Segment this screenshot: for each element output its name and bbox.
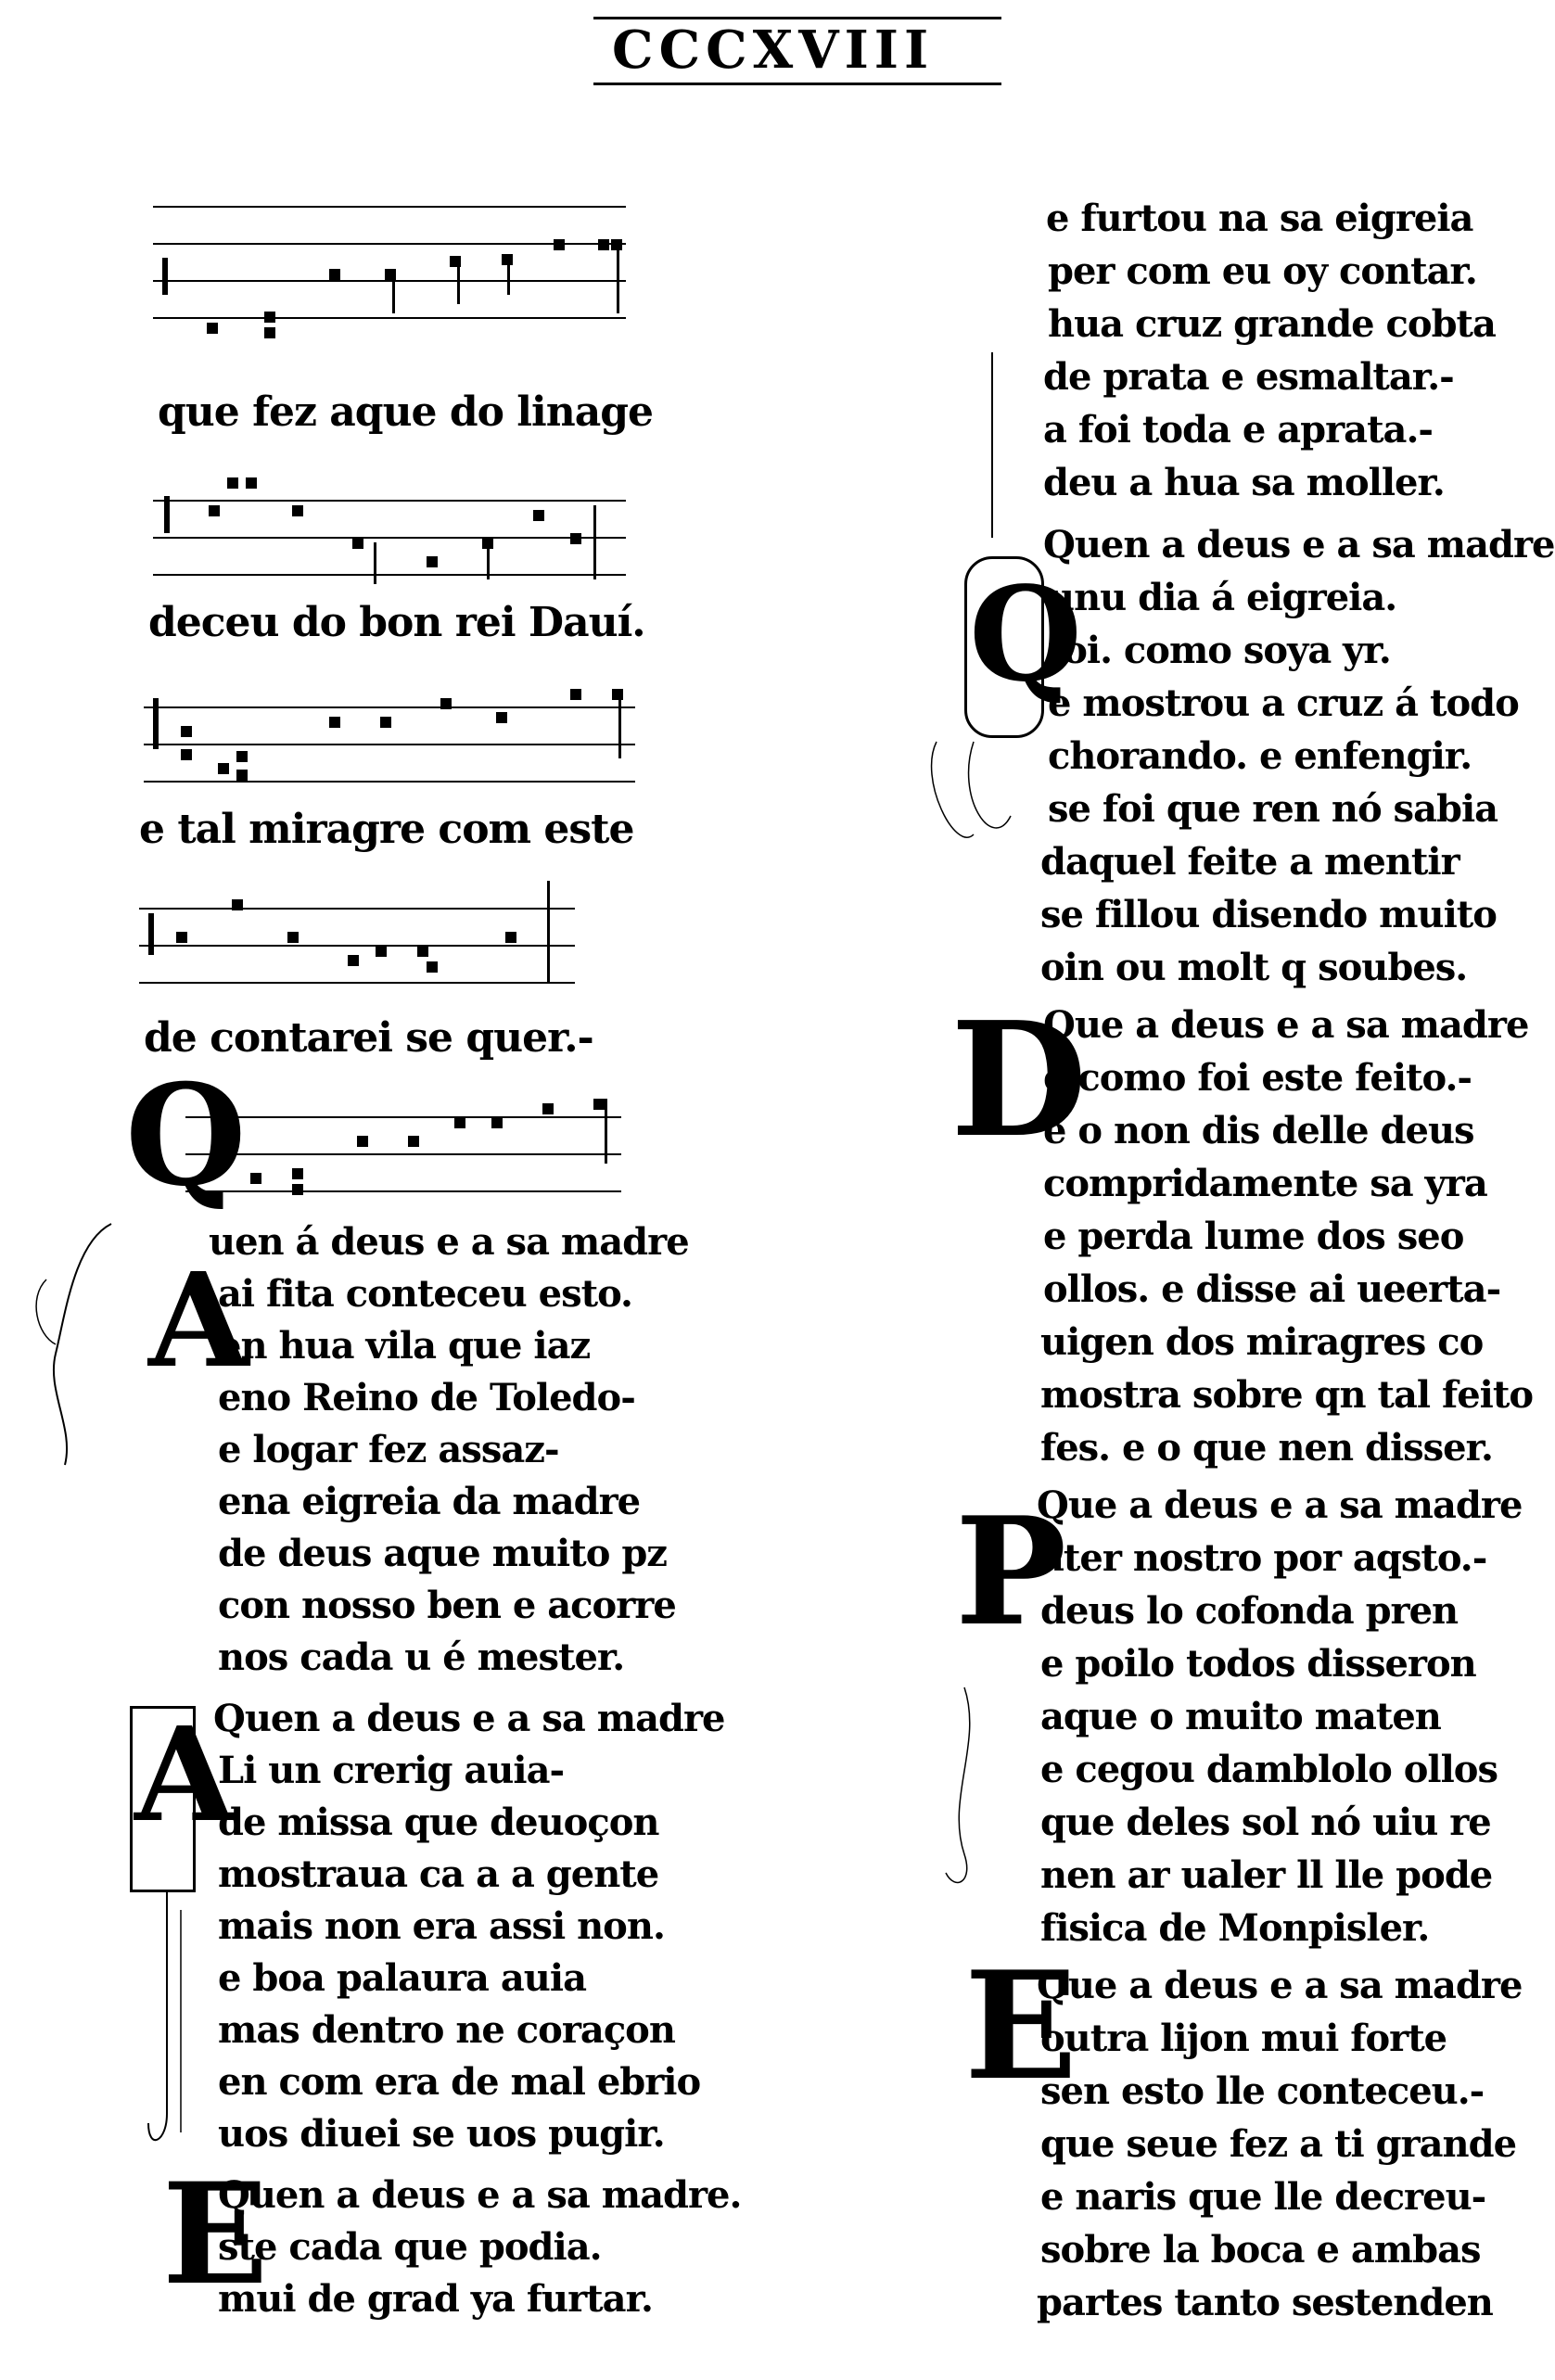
text-line: nos cada u é mester. xyxy=(218,1635,625,1679)
decorated-initial-a-1: A xyxy=(148,1245,249,1397)
text-line: de missa que deuoçon xyxy=(218,1801,659,1844)
text-line: unu dia á eigreia. xyxy=(1048,576,1397,619)
text-line: de prata e esmaltar.- xyxy=(1043,355,1454,399)
text-line: ste cada que podia. xyxy=(218,2225,602,2269)
text-line: e mostrou a cruz á todo xyxy=(1048,681,1519,725)
text-line: Quen a deus e a sa madre xyxy=(213,1697,725,1740)
text-line: Quen a deus e a sa madre xyxy=(1043,523,1555,566)
text-line: deus lo cofonda pren xyxy=(1040,1589,1459,1633)
text-line: Quen a deus e a sa madre. xyxy=(218,2173,742,2217)
text-line: oin ou molt q soubes. xyxy=(1040,946,1468,989)
text-line: que seue fez a ti grande xyxy=(1040,2122,1517,2166)
text-line: compridamente sa yra xyxy=(1043,1162,1487,1205)
folio-label: CCCXVIII xyxy=(612,19,935,81)
text-line: fisica de Monpisler. xyxy=(1040,1906,1430,1950)
music-staff-5 xyxy=(185,1080,631,1219)
text-line: Que a deus e a sa madre xyxy=(1037,1964,1523,2007)
decorated-initial-a-2: A xyxy=(134,1699,236,1852)
text-line: que deles sol nó uiu re xyxy=(1040,1801,1491,1844)
text-line: uen á deus e a sa madre xyxy=(209,1220,689,1264)
text-line: daquel feite a mentir xyxy=(1040,840,1459,884)
decorated-initial-p: P xyxy=(955,1484,1067,1659)
text-line: uos diuei se uos pugir. xyxy=(218,2112,665,2156)
text-line: de deus aque muito pz xyxy=(218,1532,667,1575)
lyric-line-4: de contarei se quer.- xyxy=(144,1014,593,1062)
text-line: se fillou disendo muito xyxy=(1040,893,1497,936)
text-line: e cegou damblolo ollos xyxy=(1040,1748,1498,1791)
right-pen-flourish xyxy=(927,1687,1001,1901)
text-line: uigen dos miragres co xyxy=(1040,1320,1484,1364)
text-line: ai fita conteceu esto. xyxy=(218,1272,632,1316)
music-staff-3 xyxy=(144,666,644,819)
text-line: en com era de mal ebrio xyxy=(218,2060,701,2104)
text-line: mostra sobre qn tal feito xyxy=(1040,1373,1534,1417)
text-line: en hua vila que iaz xyxy=(218,1324,591,1368)
text-line: partes tanto sestenden xyxy=(1037,2281,1493,2324)
right-margin-flourish xyxy=(918,352,1029,872)
left-margin-flourish xyxy=(19,1205,130,1483)
music-staff-2 xyxy=(153,459,635,612)
left-pen-flourish xyxy=(130,1891,204,2160)
text-line: sobre la boca e ambas xyxy=(1040,2228,1481,2272)
text-line: hua cruz grande cobta xyxy=(1048,302,1496,346)
text-line: con nosso ben e acorre xyxy=(218,1584,676,1627)
decorated-initial-e: E xyxy=(964,1939,1077,2113)
decorated-initial-e: E xyxy=(162,2153,269,2316)
text-line: deu a hua sa moller. xyxy=(1043,461,1445,504)
text-line: e perda lume dos seo xyxy=(1043,1215,1464,1258)
lyric-line-3: e tal miragre com este xyxy=(139,806,634,853)
text-line: a foi toda e aprata.- xyxy=(1043,408,1433,452)
text-line: sen esto lle conteceu.- xyxy=(1040,2069,1485,2113)
folio-number xyxy=(593,17,1020,83)
lyric-line-2: deceu do bon rei Dauí. xyxy=(148,599,645,646)
music-staff-1 xyxy=(153,202,635,360)
text-line: Li un crerig auia- xyxy=(218,1749,565,1792)
text-line: se foi que ren nó sabia xyxy=(1048,787,1498,831)
text-line: ena eigreia da madre xyxy=(218,1480,641,1523)
text-line: ater nostro por aqsto.- xyxy=(1040,1536,1487,1580)
music-staff-4 xyxy=(139,872,584,1011)
text-line: aque o muito maten xyxy=(1040,1695,1441,1738)
decorated-initial-q: Q xyxy=(969,559,1082,711)
lyric-line-1: que fez aque do linage xyxy=(158,388,653,436)
text-line: per com eu oy contar. xyxy=(1048,249,1477,293)
text-line: mostraua ca a a gente xyxy=(218,1852,659,1896)
text-line: e como foi este feito.- xyxy=(1043,1056,1472,1100)
text-line: e logar fez assaz- xyxy=(218,1428,559,1471)
text-line: Que a deus e a sa madre xyxy=(1043,1003,1529,1047)
text-line: foi. como soya yr. xyxy=(1048,629,1391,672)
text-line: nen ar ualer ll lle pode xyxy=(1040,1853,1493,1897)
text-line: fes. e o que nen disser. xyxy=(1040,1426,1493,1470)
text-line: chorando. e enfengir. xyxy=(1048,734,1472,778)
text-line: mais non era assi non. xyxy=(218,1904,665,1948)
text-line: e boa palaura auia xyxy=(218,1956,586,2000)
text-line: e furtou na sa eigreia xyxy=(1046,197,1473,240)
decorated-initial-q: Q xyxy=(125,1054,247,1217)
decorated-initial-d: D xyxy=(950,987,1088,1173)
text-line: e o non dis delle deus xyxy=(1043,1109,1474,1152)
text-line: e naris que lle decreu- xyxy=(1040,2175,1486,2219)
text-line: ollos. e disse ai ueerta- xyxy=(1043,1267,1501,1311)
text-line: mas dentro ne coraçon xyxy=(218,2008,675,2052)
text-line: e poilo todos disseron xyxy=(1040,1642,1476,1686)
text-line: eno Reino de Toledo- xyxy=(218,1376,635,1419)
text-line: Que a deus e a sa madre xyxy=(1037,1483,1523,1527)
text-line: mui de grad ya furtar. xyxy=(218,2277,653,2321)
text-line: outra lijon mui forte xyxy=(1040,2017,1447,2060)
